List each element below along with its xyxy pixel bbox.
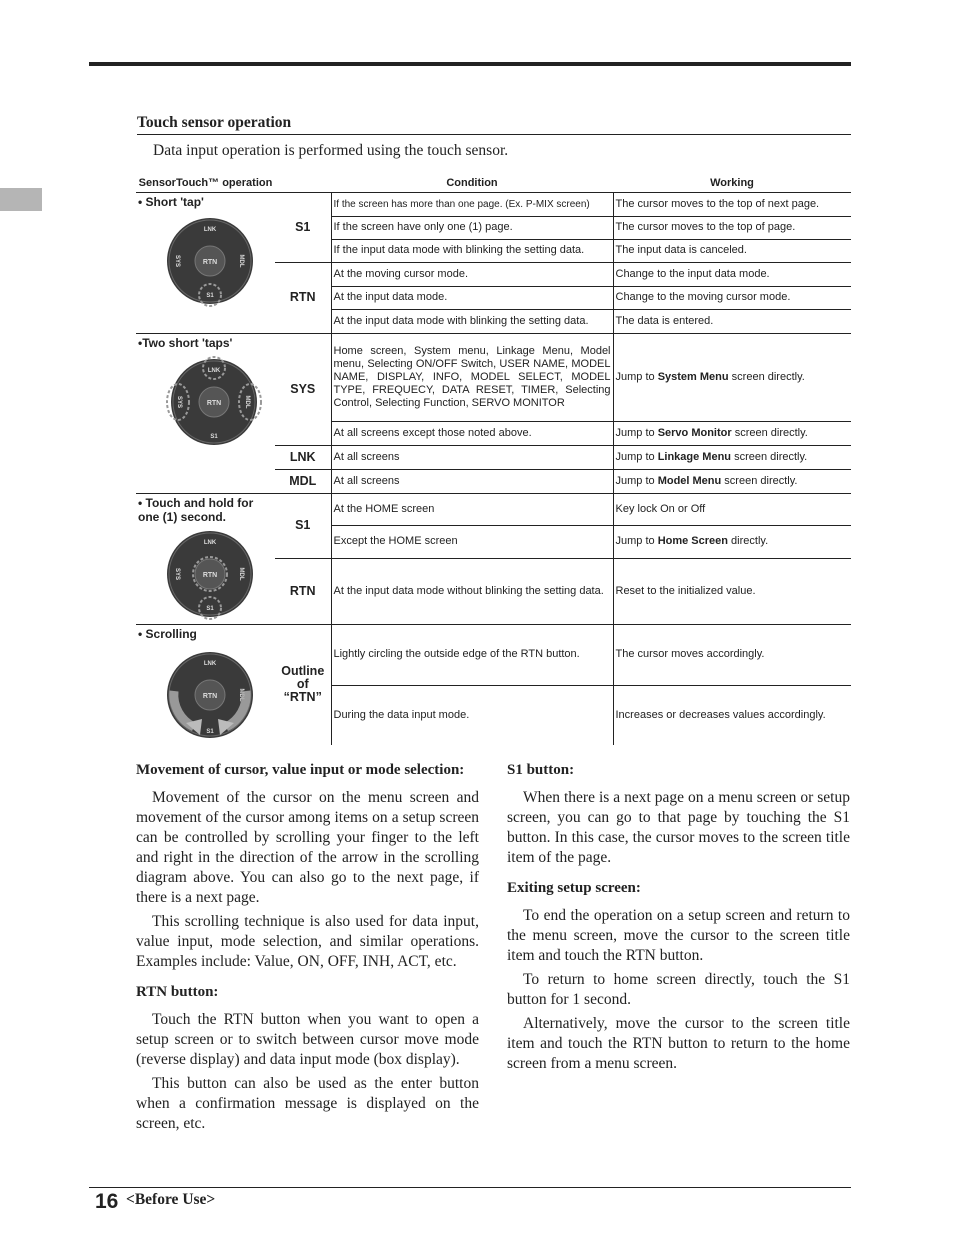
working-cell: Jump to Model Menu screen directly. [613,469,851,493]
condition-cell: At the moving cursor mode. [331,262,613,286]
dial-diagram-two-taps [164,356,264,448]
paragraph: Movement of the cursor on the menu screen and movement of the cursor among items on a setup screen can be controlled by scrolling your finger to the left and right in the direction of the arrow in the scrolling diagram above. You can also go to the next page, if there is a next page. [136,789,479,906]
paragraph: When there is a next page on a menu screen or setup screen, you can go to that page by touching the S1 button. In this case, the cursor moves to the screen title item of the page. [507,789,850,866]
svg-text:SYS: SYS [174,567,180,580]
paragraph: To return to home screen directly, touch the S1 button for 1 second. [507,971,850,1008]
svg-text:LNK: LNK [203,226,217,233]
svg-text:S1: S1 [206,292,214,299]
top-rule [89,62,851,66]
col-header-working: Working [613,173,851,192]
svg-text:LNK: LNK [203,660,217,667]
condition-cell: Home screen, System menu, Linkage Menu, Model menu, Selecting ON/OFF Switch, USER NAME, MODEL NAME, DISPLAY, INFO, MODEL SELECT, MODEL TYPE, FREQUECY, DATA RESET, TIMER, Selecting Control, Selecting Function, SERVO MONITOR [331,333,613,421]
paragraph: Touch the RTN button when you want to open a setup screen or to switch between cursor move mode (reverse display) and data input mode (box display). [136,1011,479,1068]
col-header-condition: Condition [331,173,613,192]
condition-cell: At the HOME screen [331,493,613,525]
svg-text:RTN: RTN [202,692,218,700]
working-cell: Increases or decreases values accordingly. [615,708,826,721]
svg-text:LNK: LNK [207,367,221,374]
working-cell: The input data is canceled. [613,239,851,262]
condition-cell: Except the HOME screen [331,525,613,558]
operation-short-tap [136,192,275,333]
working-cell: Jump to Linkage Menu screen directly. [613,445,851,469]
working-cell: Jump to System Menu screen directly. [613,333,851,421]
condition-cell: Lightly circling the outside edge of the RTN button. [331,624,613,685]
svg-text:RTN: RTN [202,571,218,579]
intro-text: Data input operation is performed using the touch sensor. [153,142,509,159]
operation-label: •Two short 'taps' [138,335,233,350]
svg-text:RTN: RTN [202,258,218,266]
condition-cell: At the input data mode without blinking the setting data. [331,558,613,624]
svg-text:S1: S1 [206,728,214,735]
condition-cell: At the input data mode with blinking the setting data. [331,309,613,333]
heading-rtn-button: RTN button: [136,984,219,1000]
working-cell: The cursor moves accordingly. [613,624,851,685]
left-column [136,760,479,1138]
working-cell: The cursor moves to the top of page. [613,216,851,239]
operation-scrolling [136,624,275,745]
working-cell: The cursor moves to the top of next page. [613,192,851,216]
svg-text:MDL: MDL [244,395,250,408]
operation-label: • Touch and hold for one (1) second. [138,495,254,524]
working-cell: Change to the moving cursor mode. [613,286,851,309]
svg-text:S1: S1 [210,433,218,440]
working-cell: Change to the input data mode. [613,262,851,286]
svg-text:LNK: LNK [203,539,217,546]
key-s1: S1 [275,192,331,262]
operation-two-taps [136,333,275,493]
paragraph: This scrolling technique is also used for data input, value input, mode selection, and similar operations. Examples include: Value, ON, OFF, INH, ACT, etc. [136,913,479,970]
svg-text:S1: S1 [206,605,214,612]
key-outline-rtn: Outline of “RTN” [275,624,331,745]
working-cell: Reset to the initialized value. [613,558,851,624]
condition-cell: If the screen have only one (1) page. [331,216,613,239]
page-number: 16 [95,1190,119,1213]
chapter-label: <Before Use> [126,1191,216,1208]
svg-text:SYS: SYS [174,254,180,267]
condition-cell: At all screens except those noted above. [331,421,613,445]
working-cell: Jump to Home Screen directly. [613,525,851,558]
side-tab-marker [0,188,42,211]
key-s1: S1 [275,493,331,558]
condition-cell: At all screens [331,445,613,469]
heading-s1-button: S1 button: [507,762,575,778]
key-rtn: RTN [275,558,331,624]
section-title: Touch sensor operation [137,114,851,135]
operation-label: • Short 'tap' [138,194,204,209]
paragraph: Alternatively, move the cursor to the screen title item and touch the RTN button to return to the home screen from a menu screen. [507,1015,850,1072]
footer-rule [89,1187,851,1188]
dial-diagram-scrolling [164,649,256,741]
condition-cell: During the data input mode. [331,685,613,745]
right-column [507,760,850,1078]
dial-diagram-short-tap [164,215,256,307]
svg-text:MDL: MDL [238,254,244,267]
svg-text:SYS: SYS [176,395,182,408]
key-mdl: MDL [275,469,331,493]
condition-cell: At the input data mode. [331,286,613,309]
key-rtn: RTN [275,262,331,333]
paragraph: This button can also be used as the enter button when a confirmation message is displayed on the screen, etc. [136,1075,479,1132]
dial-diagram-touch-hold [164,528,256,620]
paragraph: To end the operation on a setup screen and return to the menu screen, move the cursor to the screen title item and touch the RTN button. [507,907,850,964]
condition-cell: If the screen has more than one page. (Ex. P-MIX screen) [331,192,613,216]
working-cell: Jump to Servo Monitor screen directly. [613,421,851,445]
svg-text:RTN: RTN [206,399,222,407]
operation-touch-hold [136,493,275,624]
working-cell: The data is entered. [613,309,851,333]
sensor-touch-table [136,173,851,745]
operation-label: • Scrolling [138,626,197,641]
svg-text:MDL: MDL [238,567,244,580]
key-lnk: LNK [275,445,331,469]
condition-cell: At all screens [331,469,613,493]
working-cell: Key lock On or Off [613,493,851,525]
heading-cursor-movement: Movement of cursor, value input or mode selection: [136,762,465,778]
svg-text:MDL: MDL [238,688,244,701]
key-sys: SYS [275,333,331,445]
heading-exiting-setup: Exiting setup screen: [507,880,641,896]
condition-cell: If the input data mode with blinking the setting data. [331,239,613,262]
col-header-operation: SensorTouch™ operation [136,173,275,192]
